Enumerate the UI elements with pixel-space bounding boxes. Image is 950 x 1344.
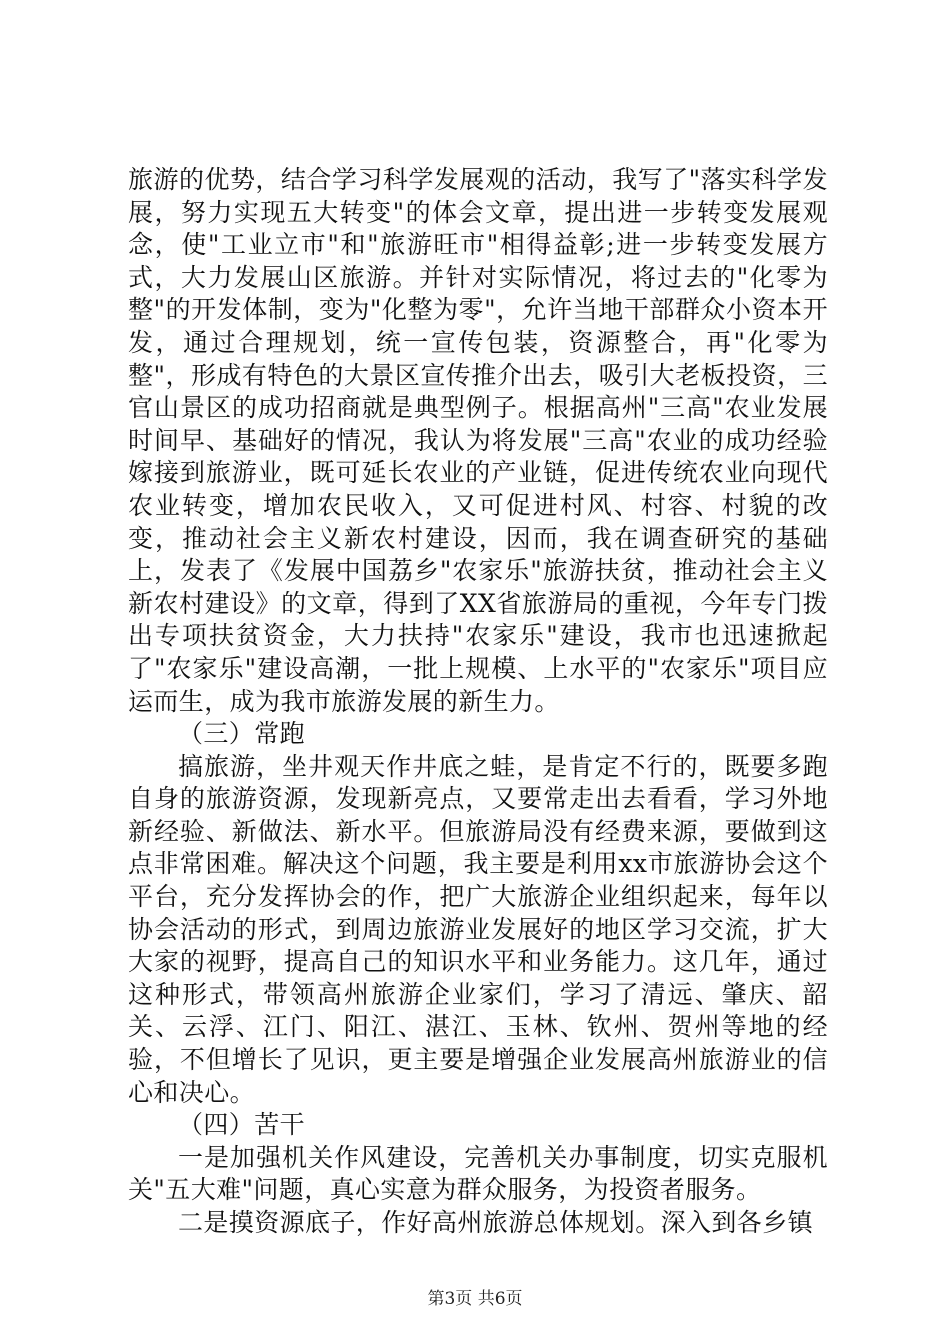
body-paragraph: 搞旅游，坐井观天作井底之蛙，是肯定不行的，既要多跑自身的旅游资源，发现新亮点，又要常走出去看看，学习外地新经验、新做法、新水平。但旅游局没有经费来源，要做到这点非常困难。解决这个问题，我主要是利用xx市旅游协会这个平台，充分发挥协会的作，把广大旅游企业组织起来，每年以协会活动的形式，到周边旅游业发展好的地区学习交流，扩大大家的视野，提高自己的知识水平和业务能力。这几年，通过这种形式，带领高州旅游企业家们，学习了清远、肇庆、韶关、云浮、江门、阳江、湛江、玉林、钦州、贺州等地的经验，不但增长了见识，更主要是增强企业发展高州旅游业的信心和决心。 (128, 751, 828, 1107)
body-paragraph: 旅游的优势，结合学习科学发展观的活动，我写了"落实科学发展，努力实现五大转变"的体会文章，提出进一步转变发展观念，使"工业立市"和"旅游旺市"相得益彰;进一步转变发展方式，大力发展山区旅游。并针对实际情况，将过去的"化零为整"的开发体制，变为"化整为零"，允许当地干部群众小资本开发，通过合理规划，统一宣传包装，资源整合，再"化零为整"，形成有特色的大景区宣传推介出去，吸引大老板投资，三官山景区的成功招商就是典型例子。根据高州"三高"农业发展时间早、基础好的情况，我认为将发展"三高"农业的成功经验嫁接到旅游业，既可延长农业的产业链，促进传统农业向现代农业转变，增加农民收入，又可促进村风、村容、村貌的改变，推动社会主义新农村建设，因而，我在调查研究的基础上，发表了《发展中国荔乡"农家乐"旅游扶贫，推动社会主义新农村建设》的文章，得到了XX省旅游局的重视，今年专门拨出专项扶贫资金，大力扶持"农家乐"建设，我市也迅速掀起了"农家乐"建设高潮，一批上规模、上水平的"农家乐"项目应运而生，成为我市旅游发展的新生力。 (128, 165, 828, 716)
page-number-footer: 第3页 共6页 (427, 1289, 523, 1309)
document-body (128, 164, 828, 1240)
section-heading-changpao: （三）常跑 (178, 719, 306, 749)
body-paragraph: 二是摸资源底子，作好高州旅游总体规划。深入到各乡镇 (178, 1208, 814, 1237)
body-paragraph: 一是加强机关作风建设，完善机关办事制度，切实克服机关"五大难"问题，真心实意为群众服务，为投资者服务。 (128, 1142, 828, 1205)
section-heading-kugan: （四）苦干 (178, 1110, 306, 1140)
